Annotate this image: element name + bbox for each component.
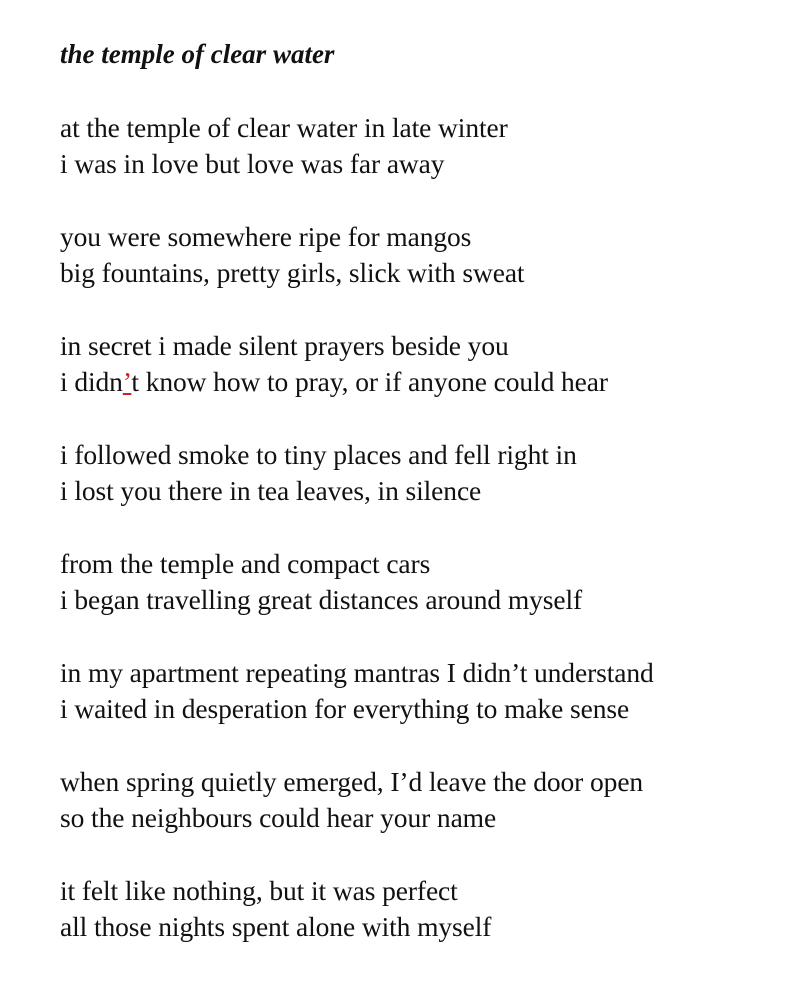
stanza-6 bbox=[60, 655, 770, 727]
poem-line: i lost you there in tea leaves, in silence bbox=[60, 475, 482, 506]
line-text-before: i didn bbox=[60, 366, 123, 397]
stanza-7 bbox=[60, 764, 770, 836]
poem-line: you were somewhere ripe for mangos bbox=[60, 221, 472, 252]
poem-page bbox=[60, 36, 770, 982]
poem-title: the temple of clear water bbox=[60, 39, 335, 69]
poem-line: when spring quietly emerged, I’d leave the door open bbox=[60, 766, 644, 797]
poem-line: i waited in desperation for everything to make sense bbox=[60, 693, 630, 724]
stanza-5 bbox=[60, 546, 770, 618]
poem-line: big fountains, pretty girls, slick with sweat bbox=[60, 257, 525, 288]
poem-line: at the temple of clear water in late winter bbox=[60, 112, 508, 143]
poem-line: in secret i made silent prayers beside you bbox=[60, 330, 509, 361]
poem-line: in my apartment repeating mantras I didn’t understand bbox=[60, 657, 654, 688]
poem-line: i was in love but love was far away bbox=[60, 148, 445, 179]
stanza-8 bbox=[60, 873, 770, 945]
stanza-4 bbox=[60, 437, 770, 509]
line-text-after: t know how to pray, or if anyone could hear bbox=[131, 366, 608, 397]
stanza-2 bbox=[60, 219, 770, 291]
poem-line-with-spellcheck-mark[interactable] bbox=[60, 364, 770, 400]
stanza-1 bbox=[60, 110, 770, 182]
poem-line: so the neighbours could hear your name bbox=[60, 802, 497, 833]
poem-line: i followed smoke to tiny places and fell right in bbox=[60, 439, 577, 470]
spellcheck-marked-apostrophe[interactable]: ’ bbox=[122, 366, 132, 397]
poem-line: i began travelling great distances around myself bbox=[60, 584, 583, 615]
stanza-3 bbox=[60, 328, 770, 400]
poem-line: from the temple and compact cars bbox=[60, 548, 431, 579]
poem-line: all those nights spent alone with myself bbox=[60, 911, 492, 942]
poem-line: it felt like nothing, but it was perfect bbox=[60, 875, 458, 906]
